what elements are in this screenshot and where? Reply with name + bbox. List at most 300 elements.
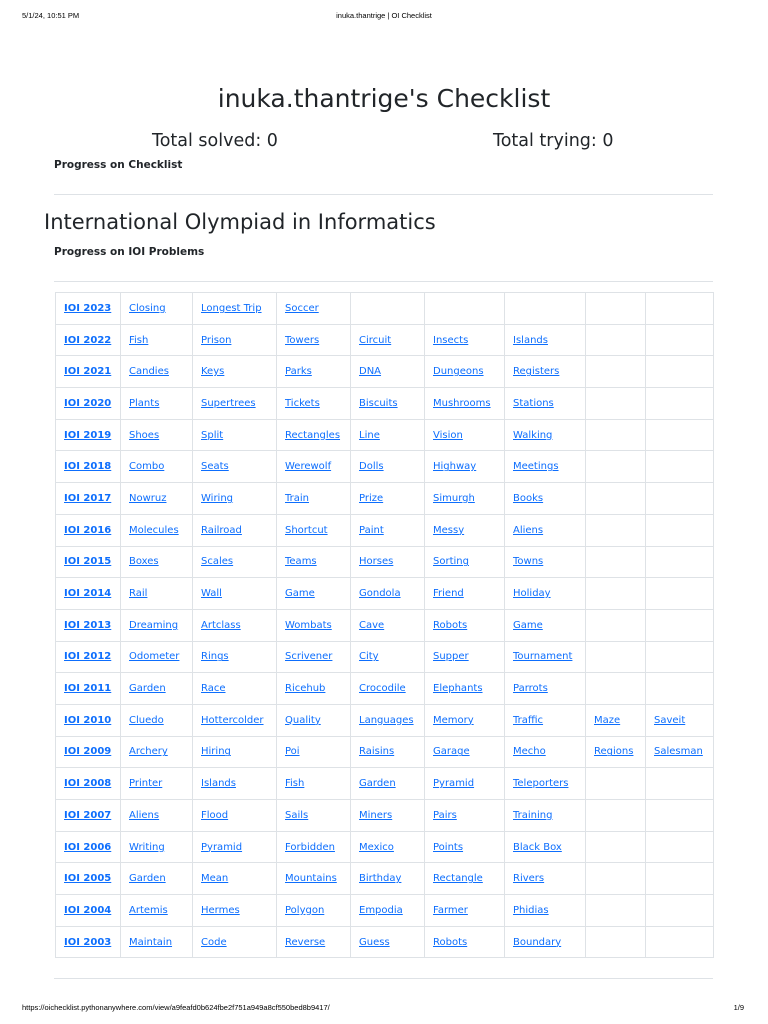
problem-link[interactable]: Phidias xyxy=(513,904,549,916)
problem-cell xyxy=(121,546,193,578)
problem-link[interactable]: Dreaming xyxy=(129,619,179,631)
problem-cell xyxy=(586,926,646,958)
problem-cell xyxy=(121,863,193,895)
year-link[interactable]: IOI 2020 xyxy=(64,397,112,409)
year-cell xyxy=(56,895,121,927)
problem-link[interactable]: Quality xyxy=(285,714,321,726)
problem-link[interactable]: Birthday xyxy=(359,873,402,885)
problem-cell xyxy=(646,388,714,420)
problem-cell xyxy=(586,419,646,451)
problem-link[interactable]: Meetings xyxy=(513,461,559,473)
problem-cell xyxy=(121,673,193,705)
problem-cell xyxy=(193,768,277,800)
problem-link[interactable]: Rail xyxy=(129,588,148,600)
table-row xyxy=(56,863,714,895)
problem-link[interactable]: Books xyxy=(513,492,544,504)
problem-cell xyxy=(277,609,351,641)
year-link[interactable]: IOI 2005 xyxy=(64,873,112,885)
problem-cell xyxy=(351,451,425,483)
problem-link[interactable]: Pyramid xyxy=(201,841,243,853)
year-link[interactable]: IOI 2018 xyxy=(64,461,112,473)
problem-cell xyxy=(586,546,646,578)
print-footer xyxy=(0,1003,768,1015)
problem-cell xyxy=(425,800,505,832)
problem-cell xyxy=(646,673,714,705)
problem-link[interactable]: Longest Trip xyxy=(201,302,262,314)
problem-cell xyxy=(277,514,351,546)
problem-link[interactable]: Parks xyxy=(285,366,312,378)
problem-cell xyxy=(505,800,586,832)
problem-link[interactable]: Combo xyxy=(129,461,165,473)
problem-cell xyxy=(646,641,714,673)
problem-link[interactable]: Candies xyxy=(129,366,169,378)
problem-link[interactable]: Hiring xyxy=(201,746,231,758)
table-row xyxy=(56,831,714,863)
problem-link[interactable]: Hermes xyxy=(201,904,240,916)
problem-cell xyxy=(351,895,425,927)
problem-link[interactable]: Fish xyxy=(129,334,149,346)
problem-cell xyxy=(193,546,277,578)
problem-cell xyxy=(425,768,505,800)
problem-link[interactable]: Miners xyxy=(359,809,393,821)
year-link[interactable]: IOI 2014 xyxy=(64,588,112,600)
problem-cell xyxy=(586,293,646,325)
total-solved: Total solved: 0 xyxy=(152,131,278,151)
problem-cell xyxy=(277,388,351,420)
problem-cell xyxy=(277,831,351,863)
year-cell xyxy=(56,704,121,736)
problem-cell xyxy=(425,324,505,356)
problem-link[interactable]: Saveit xyxy=(654,714,686,726)
problem-link[interactable]: Wombats xyxy=(285,619,332,631)
divider xyxy=(54,281,713,282)
problem-link[interactable]: Rectangle xyxy=(433,873,483,885)
problem-cell xyxy=(121,926,193,958)
problem-link[interactable]: Mushrooms xyxy=(433,397,491,409)
problem-cell xyxy=(646,895,714,927)
problem-cell xyxy=(351,641,425,673)
problem-link[interactable]: Horses xyxy=(359,556,394,568)
problem-cell xyxy=(277,926,351,958)
problem-cell xyxy=(425,293,505,325)
year-link[interactable]: IOI 2019 xyxy=(64,429,112,441)
year-link[interactable]: IOI 2007 xyxy=(64,809,112,821)
problem-cell xyxy=(505,546,586,578)
problem-link[interactable]: Keys xyxy=(201,366,225,378)
problem-cell xyxy=(646,863,714,895)
problem-cell xyxy=(277,863,351,895)
problem-cell xyxy=(586,704,646,736)
problem-link[interactable]: Scales xyxy=(201,556,234,568)
problem-cell xyxy=(586,578,646,610)
problem-cell xyxy=(121,831,193,863)
problem-link[interactable]: Plants xyxy=(129,397,160,409)
problem-link[interactable]: Prize xyxy=(359,492,384,504)
print-date: 5/1/24, 10:51 PM xyxy=(22,11,80,20)
problem-link[interactable]: Highway xyxy=(433,461,477,473)
problem-link[interactable]: City xyxy=(359,651,379,663)
problem-link[interactable]: Maze xyxy=(594,714,621,726)
problem-cell xyxy=(425,356,505,388)
problem-cell xyxy=(505,356,586,388)
problem-cell xyxy=(646,451,714,483)
year-link[interactable]: IOI 2023 xyxy=(64,302,112,314)
problem-cell xyxy=(193,419,277,451)
problem-cell xyxy=(505,324,586,356)
year-cell xyxy=(56,768,121,800)
problem-cell xyxy=(351,736,425,768)
problem-cell xyxy=(505,673,586,705)
problem-cell xyxy=(121,578,193,610)
problem-cell xyxy=(425,388,505,420)
problem-cell xyxy=(646,546,714,578)
problem-link[interactable]: Sails xyxy=(285,809,309,821)
problem-link[interactable]: Odometer xyxy=(129,651,180,663)
problem-link[interactable]: Towers xyxy=(285,334,320,346)
year-cell xyxy=(56,483,121,515)
problem-link[interactable]: Garden xyxy=(359,778,396,790)
problem-cell xyxy=(586,451,646,483)
table-row xyxy=(56,293,714,325)
problem-link[interactable]: Fish xyxy=(285,778,305,790)
problem-link[interactable]: Printer xyxy=(129,778,163,790)
problem-link[interactable]: Tournament xyxy=(513,651,573,663)
year-link[interactable]: IOI 2017 xyxy=(64,492,112,504)
problem-cell xyxy=(586,863,646,895)
problem-link[interactable]: Dolls xyxy=(359,461,384,473)
problem-link[interactable]: Simurgh xyxy=(433,492,475,504)
table-row xyxy=(56,800,714,832)
problem-link[interactable]: Mecho xyxy=(513,746,546,758)
problem-cell xyxy=(351,356,425,388)
year-cell xyxy=(56,514,121,546)
table-row xyxy=(56,609,714,641)
problem-cell xyxy=(277,768,351,800)
problem-link[interactable]: Forbidden xyxy=(285,841,335,853)
problem-cell xyxy=(505,926,586,958)
problem-cell xyxy=(646,483,714,515)
page-title: inuka.thantrige's Checklist xyxy=(217,84,551,113)
problem-link[interactable]: Reverse xyxy=(285,936,326,948)
problem-link[interactable]: Cluedo xyxy=(129,714,164,726)
checklist-progress-label: Progress on Checklist xyxy=(54,159,183,171)
problem-cell xyxy=(193,324,277,356)
problem-cell xyxy=(121,293,193,325)
year-link[interactable]: IOI 2006 xyxy=(64,841,112,853)
problem-link[interactable]: Mean xyxy=(201,873,229,885)
problem-link[interactable]: Regions xyxy=(594,746,634,758)
problem-cell xyxy=(505,609,586,641)
problem-link[interactable]: Mexico xyxy=(359,841,394,853)
problem-cell xyxy=(425,831,505,863)
problem-cell xyxy=(425,419,505,451)
problem-link[interactable]: Points xyxy=(433,841,464,853)
problem-link[interactable]: Messy xyxy=(433,524,465,536)
problem-cell xyxy=(121,483,193,515)
problem-link[interactable]: Boxes xyxy=(129,556,159,568)
year-link[interactable]: IOI 2021 xyxy=(64,366,112,378)
problem-link[interactable]: Ricehub xyxy=(285,683,326,695)
problem-cell xyxy=(505,483,586,515)
problem-link[interactable]: Sorting xyxy=(433,556,469,568)
problem-cell xyxy=(277,324,351,356)
problem-cell xyxy=(505,451,586,483)
problem-link[interactable]: Mountains xyxy=(285,873,337,885)
problem-cell xyxy=(586,609,646,641)
problem-cell xyxy=(646,704,714,736)
problem-cell xyxy=(277,356,351,388)
problem-cell xyxy=(121,388,193,420)
problem-cell xyxy=(646,293,714,325)
problem-link[interactable]: Garage xyxy=(433,746,470,758)
problem-link[interactable]: Insects xyxy=(433,334,469,346)
problem-cell xyxy=(277,293,351,325)
problem-cell xyxy=(193,641,277,673)
year-cell xyxy=(56,451,121,483)
year-cell xyxy=(56,926,121,958)
problem-cell xyxy=(193,451,277,483)
problem-cell xyxy=(277,736,351,768)
problem-link[interactable]: Boundary xyxy=(513,936,562,948)
problem-cell xyxy=(351,831,425,863)
problem-link[interactable]: Race xyxy=(201,683,226,695)
problem-link[interactable]: Tickets xyxy=(285,397,320,409)
problem-link[interactable]: Railroad xyxy=(201,524,242,536)
problem-cell xyxy=(586,388,646,420)
problem-link[interactable]: Aliens xyxy=(129,809,160,821)
problem-cell xyxy=(121,419,193,451)
problem-link[interactable]: Parrots xyxy=(513,683,548,695)
problem-cell xyxy=(425,514,505,546)
table-row xyxy=(56,324,714,356)
year-link[interactable]: IOI 2004 xyxy=(64,904,112,916)
problem-link[interactable]: Gondola xyxy=(359,588,401,600)
problem-link[interactable]: Rings xyxy=(201,651,229,663)
problem-link[interactable]: Hottercolder xyxy=(201,714,264,726)
problem-link[interactable]: Prison xyxy=(201,334,232,346)
problem-link[interactable]: Holiday xyxy=(513,588,551,600)
year-link[interactable]: IOI 2015 xyxy=(64,556,112,568)
problem-link[interactable]: Paint xyxy=(359,524,384,536)
problem-cell xyxy=(277,673,351,705)
year-cell xyxy=(56,546,121,578)
table-row xyxy=(56,451,714,483)
problem-link[interactable]: Flood xyxy=(201,809,229,821)
problem-link[interactable]: Training xyxy=(513,809,553,821)
problem-link[interactable]: Islands xyxy=(201,778,236,790)
problem-link[interactable]: Languages xyxy=(359,714,414,726)
problem-cell xyxy=(193,863,277,895)
problem-link[interactable]: Writing xyxy=(129,841,165,853)
problem-link[interactable]: Rectangles xyxy=(285,429,341,441)
problem-link[interactable]: Code xyxy=(201,936,227,948)
problem-cell xyxy=(646,609,714,641)
total-trying: Total trying: 0 xyxy=(493,131,614,151)
year-cell xyxy=(56,736,121,768)
problem-link[interactable]: Teleporters xyxy=(513,778,569,790)
year-link[interactable]: IOI 2012 xyxy=(64,651,112,663)
problem-link[interactable]: Artemis xyxy=(129,904,168,916)
problem-link[interactable]: Game xyxy=(513,619,543,631)
problem-link[interactable]: Salesman xyxy=(654,746,703,758)
problem-cell xyxy=(277,641,351,673)
year-link[interactable]: IOI 2010 xyxy=(64,714,112,726)
problem-cell xyxy=(121,324,193,356)
table-row xyxy=(56,483,714,515)
problem-link[interactable]: Game xyxy=(285,588,315,600)
year-link[interactable]: IOI 2003 xyxy=(64,936,112,948)
problem-cell xyxy=(586,356,646,388)
problem-cell xyxy=(586,324,646,356)
problem-link[interactable]: Scrivener xyxy=(285,651,333,663)
problem-cell xyxy=(193,736,277,768)
problem-cell xyxy=(193,800,277,832)
problem-link[interactable]: Werewolf xyxy=(285,461,332,473)
year-cell xyxy=(56,324,121,356)
problem-link[interactable]: Supper xyxy=(433,651,469,663)
problem-cell xyxy=(121,704,193,736)
table-row xyxy=(56,641,714,673)
problem-cell xyxy=(121,800,193,832)
problem-link[interactable]: Traffic xyxy=(513,714,544,726)
problem-link[interactable]: Raisins xyxy=(359,746,395,758)
problem-link[interactable]: Shoes xyxy=(129,429,160,441)
year-cell xyxy=(56,388,121,420)
problem-link[interactable]: Walking xyxy=(513,429,553,441)
problem-cell xyxy=(586,768,646,800)
problem-cell xyxy=(351,419,425,451)
problem-cell xyxy=(646,578,714,610)
problem-link[interactable]: Islands xyxy=(513,334,548,346)
table-row xyxy=(56,388,714,420)
problem-cell xyxy=(646,800,714,832)
problem-cell xyxy=(425,578,505,610)
problem-cell xyxy=(351,324,425,356)
problem-link[interactable]: Cave xyxy=(359,619,385,631)
problem-cell xyxy=(505,704,586,736)
problem-link[interactable]: Artclass xyxy=(201,619,241,631)
problem-link[interactable]: Polygon xyxy=(285,904,325,916)
year-link[interactable]: IOI 2011 xyxy=(64,683,112,695)
problem-link[interactable]: Seats xyxy=(201,461,229,473)
problem-cell xyxy=(121,356,193,388)
problem-cell xyxy=(505,419,586,451)
problem-cell xyxy=(351,768,425,800)
problem-cell xyxy=(351,800,425,832)
problem-cell xyxy=(121,514,193,546)
problem-cell xyxy=(505,736,586,768)
print-page-number: 1/9 xyxy=(733,1003,744,1012)
problem-link[interactable]: Closing xyxy=(129,302,166,314)
problem-cell xyxy=(351,514,425,546)
problem-link[interactable]: Elephants xyxy=(433,683,483,695)
problem-cell xyxy=(277,483,351,515)
problem-link[interactable]: Maintain xyxy=(129,936,173,948)
table-row xyxy=(56,926,714,958)
problem-cell xyxy=(425,736,505,768)
problem-link[interactable]: Molecules xyxy=(129,524,179,536)
problem-link[interactable]: Guess xyxy=(359,936,390,948)
problem-link[interactable]: Line xyxy=(359,429,380,441)
problem-link[interactable]: Shortcut xyxy=(285,524,328,536)
problem-link[interactable]: Teams xyxy=(285,556,317,568)
problem-link[interactable]: Registers xyxy=(513,366,560,378)
problem-link[interactable]: Stations xyxy=(513,397,554,409)
problem-link[interactable]: Wall xyxy=(201,588,222,600)
problem-link[interactable]: Split xyxy=(201,429,224,441)
problem-link[interactable]: Circuit xyxy=(359,334,392,346)
problem-link[interactable]: Nowruz xyxy=(129,492,167,504)
problem-link[interactable]: Crocodile xyxy=(359,683,406,695)
problem-cell xyxy=(193,673,277,705)
problem-link[interactable]: Aliens xyxy=(513,524,544,536)
problem-link[interactable]: Wiring xyxy=(201,492,234,504)
problem-cell xyxy=(586,895,646,927)
problem-link[interactable]: Robots xyxy=(433,936,468,948)
problem-link[interactable]: Dungeons xyxy=(433,366,484,378)
problem-link[interactable]: Towns xyxy=(513,556,544,568)
year-link[interactable]: IOI 2013 xyxy=(64,619,112,631)
problem-link[interactable]: Pairs xyxy=(433,809,457,821)
problem-link[interactable]: Pyramid xyxy=(433,778,475,790)
divider xyxy=(54,978,713,979)
year-cell xyxy=(56,831,121,863)
year-link[interactable]: IOI 2009 xyxy=(64,746,112,758)
problem-link[interactable]: Rivers xyxy=(513,873,545,885)
table-row xyxy=(56,768,714,800)
problem-link[interactable]: DNA xyxy=(359,366,382,378)
problem-cell xyxy=(121,641,193,673)
problem-cell xyxy=(351,609,425,641)
problem-cell xyxy=(351,388,425,420)
year-link[interactable]: IOI 2008 xyxy=(64,778,112,790)
problem-link[interactable]: Empodia xyxy=(359,904,403,916)
problem-cell xyxy=(351,673,425,705)
problem-cell xyxy=(121,895,193,927)
problem-cell xyxy=(425,451,505,483)
problem-link[interactable]: Memory xyxy=(433,714,474,726)
problem-cell xyxy=(193,293,277,325)
table-row xyxy=(56,895,714,927)
year-cell xyxy=(56,863,121,895)
year-cell xyxy=(56,293,121,325)
problem-cell xyxy=(586,673,646,705)
problem-cell xyxy=(505,831,586,863)
problem-cell xyxy=(193,356,277,388)
year-link[interactable]: IOI 2016 xyxy=(64,524,112,536)
problem-link[interactable]: Archery xyxy=(129,746,168,758)
problem-cell xyxy=(121,736,193,768)
problem-cell xyxy=(505,863,586,895)
problem-link[interactable]: Supertrees xyxy=(201,397,256,409)
problem-link[interactable]: Farmer xyxy=(433,904,468,916)
table-row xyxy=(56,356,714,388)
problem-cell xyxy=(351,578,425,610)
problem-link[interactable]: Vision xyxy=(433,429,463,441)
problem-cell xyxy=(586,831,646,863)
problem-link[interactable]: Soccer xyxy=(285,302,319,314)
problem-link[interactable]: Train xyxy=(285,492,309,504)
table-row xyxy=(56,419,714,451)
problem-link[interactable]: Poi xyxy=(285,746,300,758)
problem-link[interactable]: Garden xyxy=(129,683,166,695)
problem-link[interactable]: Biscuits xyxy=(359,397,398,409)
problem-link[interactable]: Garden xyxy=(129,873,166,885)
problem-link[interactable]: Friend xyxy=(433,588,464,600)
problem-link[interactable]: Robots xyxy=(433,619,468,631)
problem-link[interactable]: Black Box xyxy=(513,841,562,853)
year-link[interactable]: IOI 2022 xyxy=(64,334,112,346)
